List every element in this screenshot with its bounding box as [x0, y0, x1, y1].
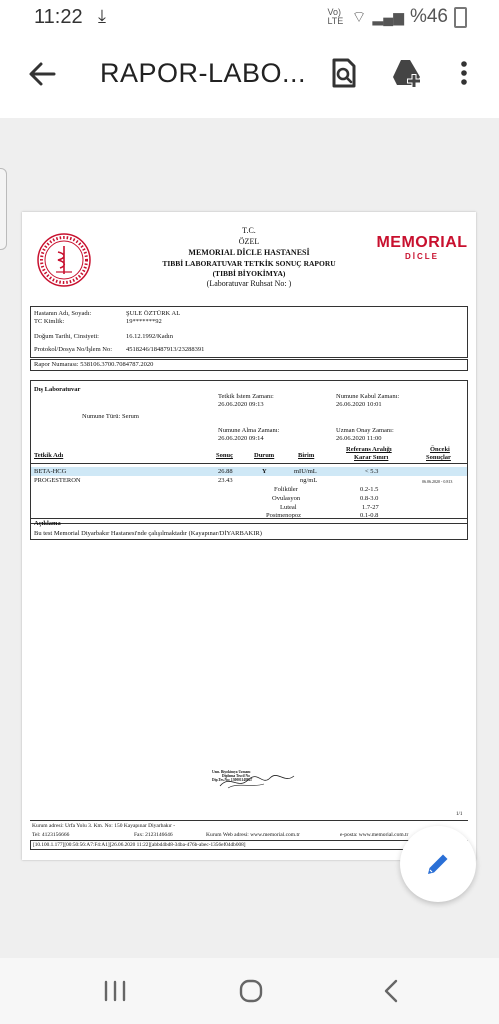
page-number: 1/1 [456, 812, 463, 817]
row-result: 23.43 [218, 477, 233, 484]
row-result: 26.88 [218, 468, 233, 475]
stamp-line: Uzm. Biyokimya Uzmanı [212, 770, 251, 774]
approve-time-label: Uzman Onay Zamanı: [336, 427, 394, 434]
system-nav-bar [0, 958, 499, 1024]
wifi-icon: ⌔ [351, 9, 367, 26]
row-test: PROGESTERON [34, 477, 81, 484]
report-number: Rapor Numarası: 538106.3700.7084787.2020 [34, 361, 154, 368]
phase-name: Luteal [280, 504, 297, 511]
footer-email: e-posta: www.memorial.com.tr [340, 832, 409, 838]
row-test: BETA-HCG [34, 468, 67, 475]
add-to-drive-icon[interactable] [390, 56, 424, 90]
footer-divider [30, 820, 468, 821]
status-icons [327, 6, 467, 28]
patient-name-value: ŞULE ÖZTÜRK AL [126, 310, 181, 317]
edit-fab[interactable] [400, 826, 476, 902]
logo-main: MEMORIAL [376, 234, 468, 251]
request-time-value: 26.06.2020 09:13 [218, 401, 264, 408]
phase-range: 1.7-27 [362, 504, 379, 511]
battery-icon [454, 7, 467, 28]
patient-tc-value: 19*******92 [126, 318, 162, 325]
collect-time-value: 26.06.2020 09:14 [218, 435, 264, 442]
memorial-logo [372, 234, 472, 261]
col-unit: Birim [298, 452, 315, 459]
accept-time-value: 26.06.2020 10:01 [336, 401, 382, 408]
patient-name-label: Hastanın Adı, Soyadı: [34, 310, 92, 317]
col-test: Tetkik Adı [34, 452, 64, 459]
patient-protocol-label: Protokol/Dosya No/İşlem No: [34, 346, 112, 353]
request-time-label: Tetkik İstem Zamanı: [218, 393, 274, 400]
footer-address: Kurum adresi: Urfa Yolu 3. Km. No: 150 Kayapınar Diyarbakır - [32, 823, 176, 829]
download-icon: ⤓ [98, 6, 106, 26]
stamp-line: Dip.Tes.No: 130001148847 [212, 778, 253, 782]
row-status: Y [262, 468, 267, 475]
phase-range: 0.8-3.0 [360, 495, 379, 502]
col-ref: Referans Aralığı [346, 446, 392, 453]
header-report-title: TIBBİ LABORATUVAR TETKİK SONUÇ RAPORU [162, 259, 336, 268]
pencil-icon [424, 850, 452, 878]
patient-birth-value: 16.12.1992/Kadın [126, 333, 173, 340]
col-ref-limit: Karar Sınırı [354, 454, 389, 461]
row-ref: < 5.3 [365, 468, 379, 475]
signature-icon [218, 772, 296, 792]
pdf-page[interactable] [22, 212, 476, 860]
recents-icon[interactable] [100, 978, 130, 1004]
back-arrow-icon[interactable] [24, 56, 60, 92]
collect-time-label: Numune Alma Zamanı: [218, 427, 280, 434]
header-hospital: MEMORIAL DİCLE HASTANESİ [188, 248, 310, 257]
logo-sub: DİCLE [405, 252, 439, 261]
home-icon[interactable] [236, 978, 266, 1004]
more-options-icon[interactable] [454, 56, 474, 90]
phase-name: Postmenopoz [266, 512, 302, 519]
row-unit: ng/mL [300, 477, 318, 484]
note-title: Açıklama [34, 520, 61, 527]
accept-time-label: Numune Kabul Zamanı: [336, 393, 400, 400]
footer-fax: Fax: 2123146646 [134, 832, 173, 838]
battery-percent: %46 [409, 6, 448, 27]
footer-trace: [10.100.1.177][00:50:56:A7:F4:A1][26.06.2020 11:22][abbd4bd8-34ba-476b-abec-1356ef04db008] [33, 842, 246, 848]
signal-icon: ▂▄▆ [372, 8, 404, 25]
footer-web: Kurum Web adresi: www.memorial.com.tr [206, 832, 300, 838]
lab-title: Dış Laboratuvar [34, 386, 81, 393]
row-highlight [31, 467, 467, 476]
status-bar [0, 0, 499, 32]
note-text: Bu test Memorial Diyarbakır Hastanesi'nde çalışılmaktadır (Kayapınar/DİYARBAKIR) [34, 530, 262, 537]
document-title: RAPOR-LABO... [100, 58, 307, 88]
sample-type: Numune Türü: Serum [82, 413, 139, 420]
header-department: (TIBBİ BİYOKİMYA) [212, 269, 286, 278]
phase-name: Ovulasyon [272, 495, 301, 502]
phase-range: 0.2-1.5 [360, 486, 379, 493]
footer-tel: Tel: 4123156666 [32, 832, 70, 838]
status-time: 11:22 [34, 6, 83, 28]
back-icon[interactable] [376, 978, 406, 1004]
row-unit: mIU/mL [294, 468, 317, 475]
table-header-divider [30, 463, 468, 464]
header-license: (Laboratuvar Ruhsat No: ) [206, 279, 292, 288]
network-label: Vo) LTE [327, 7, 344, 26]
row-prev-result: 06.06.2020 - 0.813 [422, 479, 453, 484]
col-result: Sonuç [216, 452, 233, 459]
header-ozel: ÖZEL [238, 237, 260, 246]
phase-name: Foliküler [274, 486, 298, 493]
col-status: Durum [254, 452, 275, 459]
scroll-handle[interactable] [0, 168, 7, 250]
phase-range: 0.1-0.8 [360, 512, 379, 519]
document-search-icon[interactable] [326, 56, 360, 90]
patient-tc-label: TC Kimlik: [34, 318, 65, 325]
app-bar [0, 32, 499, 118]
patient-protocol-value: 4518246/18487913/23288391 [126, 346, 205, 353]
col-prev: Önceki [430, 446, 450, 453]
header-tc: T.C. [242, 226, 256, 235]
patient-birth-label: Doğum Tarihi, Cinsiyeti: [34, 333, 99, 340]
col-prev-results: Sonuçlar [426, 454, 451, 461]
stamp-line: Diploma Tescil No [222, 774, 250, 778]
approve-time-value: 26.06.2020 11:00 [336, 435, 382, 442]
